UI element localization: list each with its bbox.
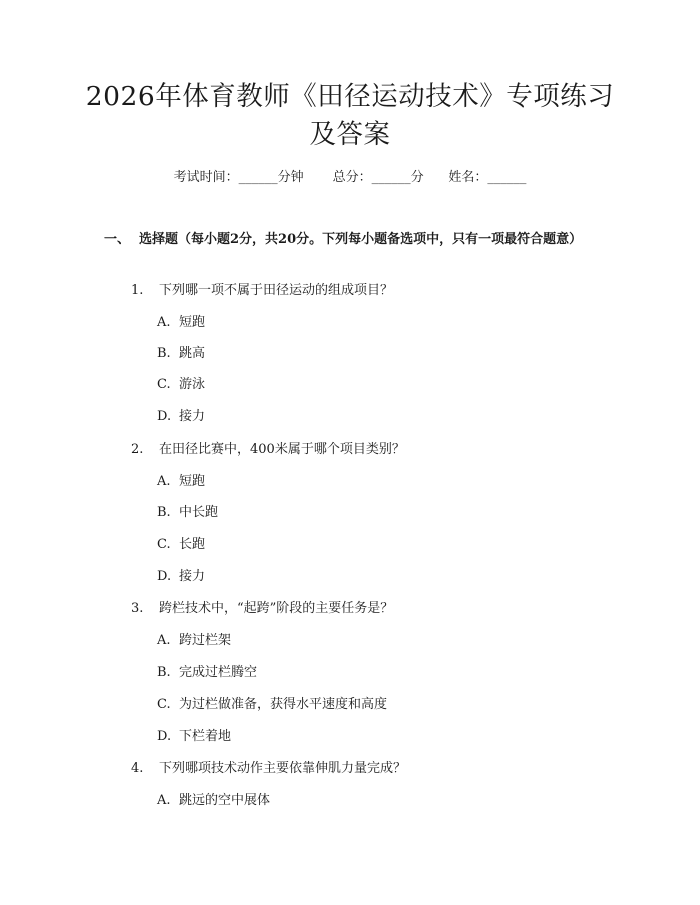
- question-number: 1.: [131, 283, 144, 298]
- question-3: [131, 600, 393, 618]
- title-line-1: 2026年体育教师《田径运动技术》专项练习: [85, 81, 615, 112]
- question-2: [131, 441, 405, 459]
- option-letter: A.: [157, 793, 171, 808]
- option-letter: C.: [157, 537, 171, 552]
- option: [157, 473, 205, 491]
- score-blank: ______: [371, 170, 411, 185]
- document-title: [60, 78, 640, 154]
- option-letter: B.: [157, 665, 171, 680]
- option-letter: B.: [157, 346, 171, 361]
- name-blank: ______: [487, 170, 527, 185]
- option-letter: C.: [157, 377, 171, 392]
- score-unit: 分: [410, 170, 424, 185]
- question-number: 4.: [131, 761, 144, 776]
- option: [157, 664, 257, 682]
- option: [157, 632, 231, 650]
- name-label: 姓名：: [448, 170, 488, 185]
- section-heading: [104, 230, 604, 249]
- time-blank: ______: [238, 170, 278, 185]
- option-text: 短跑: [179, 474, 206, 489]
- question-4: [131, 760, 406, 778]
- time-unit: 分钟: [277, 170, 304, 185]
- option: [157, 504, 218, 522]
- question-text: 在田径比赛中，400米属于哪个项目类别？: [159, 442, 405, 457]
- option-letter: D.: [157, 729, 172, 744]
- option-text: 中长跑: [179, 505, 219, 520]
- question-text: 下列哪一项不属于田径运动的组成项目？: [159, 283, 394, 298]
- option-text: 为过栏做准备，获得水平速度和高度: [179, 697, 388, 712]
- option-letter: C.: [157, 697, 171, 712]
- option-text: 完成过栏腾空: [179, 665, 258, 680]
- question-text: 跨栏技术中，“起跨”阶段的主要任务是？: [159, 601, 394, 616]
- option-text: 跳远的空中展体: [179, 793, 271, 808]
- option-letter: A.: [157, 474, 171, 489]
- question-text: 下列哪项技术动作主要依靠伸肌力量完成？: [159, 761, 407, 776]
- option-letter: D.: [157, 569, 172, 584]
- question-1: [131, 282, 393, 300]
- option-letter: A.: [157, 315, 171, 330]
- option-text: 长跑: [179, 537, 206, 552]
- option-text: 接力: [179, 409, 206, 424]
- option-text: 短跑: [179, 315, 206, 330]
- exam-meta: [0, 169, 700, 187]
- title-line-2: 及答案: [309, 119, 391, 150]
- option: [157, 696, 387, 714]
- score-label: 总分：: [332, 170, 372, 185]
- option-text: 游泳: [179, 377, 206, 392]
- question-number: 2.: [131, 442, 144, 457]
- option-text: 跨过栏架: [179, 633, 232, 648]
- option: [157, 408, 205, 426]
- option-text: 跳高: [179, 346, 206, 361]
- option: [157, 376, 205, 394]
- option-text: 接力: [179, 569, 206, 584]
- option-letter: A.: [157, 633, 171, 648]
- option-letter: B.: [157, 505, 171, 520]
- option: [157, 568, 205, 586]
- option: [157, 345, 205, 363]
- time-label: 考试时间：: [173, 170, 239, 185]
- question-number: 3.: [131, 601, 144, 616]
- section-text: 选择题（每小题2分，共20分。下列每小题备选项中，只有一项最符合题意）: [139, 232, 583, 247]
- option: [157, 728, 231, 746]
- option: [157, 536, 205, 554]
- option-letter: D.: [157, 409, 172, 424]
- section-number: 一、: [104, 232, 131, 247]
- option: [157, 314, 205, 332]
- option-text: 下栏着地: [179, 729, 232, 744]
- option: [157, 792, 270, 810]
